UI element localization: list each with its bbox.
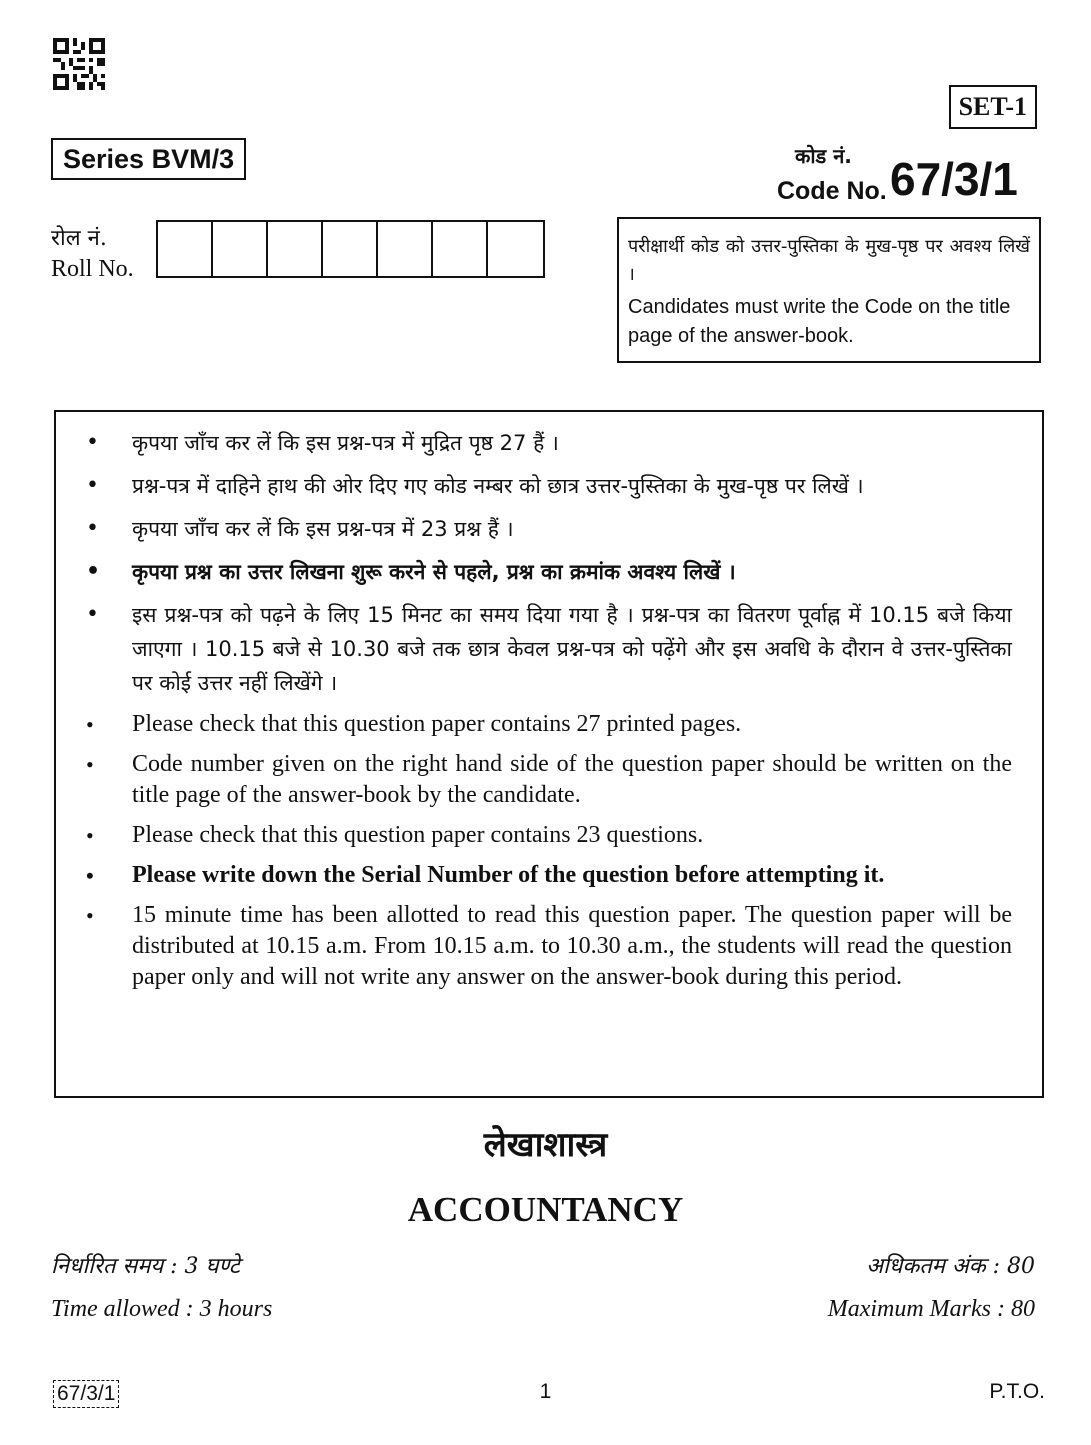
- qr-code-icon: [53, 38, 105, 90]
- code-value: 67/3/1: [890, 153, 1018, 205]
- bullet-icon: •: [86, 752, 94, 777]
- instruction-item: [86, 598, 1012, 700]
- bullet-icon: •: [86, 602, 99, 627]
- instruction-item: [86, 512, 1012, 546]
- maximum-marks: Maximum Marks : 80: [827, 1296, 1035, 1322]
- roll-number-cell[interactable]: [158, 222, 213, 276]
- instruction-text: Please write down the Serial Number of the question before attempting it.: [132, 862, 885, 888]
- subject-title: ACCOUNTANCY: [407, 1190, 684, 1229]
- code-notice-english: Candidates must write the Code on the title page of the answer-book.: [628, 296, 1011, 347]
- instruction-text: कृपया जाँच कर लें कि इस प्रश्न-पत्र में 23 प्रश्न हैं ।: [132, 517, 514, 541]
- roll-number-cell[interactable]: [378, 222, 433, 276]
- page-number: 1: [539, 1380, 552, 1403]
- bullet-icon: •: [86, 863, 94, 888]
- instruction-item: [86, 749, 1012, 811]
- time-allowed-hindi: निर्धारित समय : 3 घण्टे: [51, 1254, 240, 1279]
- set-label: SET-1: [949, 85, 1037, 129]
- subject-title-hindi: लेखाशास्त्र: [483, 1125, 608, 1165]
- instruction-text: इस प्रश्न-पत्र को पढ़ने के लिए 15 मिनट का समय दिया गया है । प्रश्न-पत्र का वितरण पूर्वाह्न में 10.15 बजे किया जाएगा । 10.15 बजे से 10.30 बजे तक छात्र केवल प्रश्न-पत्र को पढ़ेंगे और इस अवधि के दौरान वे उत्तर-पुस्तिका पर कोई उत्तर नहीं लिखेंगे ।: [132, 603, 1012, 695]
- code-notice-hindi: परीक्षार्थी कोड को उत्तर-पुस्तिका के मुख-पृष्ठ पर अवश्य लिखें ।: [628, 236, 1030, 285]
- code-notice-box: [617, 217, 1041, 363]
- time-allowed: Time allowed : 3 hours: [51, 1296, 273, 1322]
- instruction-item: [86, 709, 1012, 740]
- instruction-text: कृपया जाँच कर लें कि इस प्रश्न-पत्र में मुद्रित पृष्ठ 27 हैं ।: [132, 431, 559, 455]
- roll-number-cell[interactable]: [268, 222, 323, 276]
- roll-number-cell[interactable]: [323, 222, 378, 276]
- pto-label: P.T.O.: [989, 1380, 1045, 1403]
- roll-number-cell[interactable]: [433, 222, 488, 276]
- footer-code: 67/3/1: [53, 1380, 119, 1408]
- series-label: Series BVM/3: [51, 138, 246, 180]
- bullet-icon: •: [86, 430, 99, 455]
- roll-label: Roll No.: [51, 256, 134, 282]
- instructions-list: [86, 426, 1012, 993]
- instruction-item: [86, 820, 1012, 851]
- roll-number-cell[interactable]: [213, 222, 268, 276]
- instruction-text: कृपया प्रश्न का उत्तर लिखना शुरू करने से पहले, प्रश्न का क्रमांक अवश्य लिखें ।: [132, 560, 736, 584]
- roll-number-cell[interactable]: [488, 222, 543, 276]
- instruction-item: [86, 555, 1012, 589]
- code-label-hindi: कोड नं.: [795, 144, 852, 168]
- instruction-text: 15 minute time has been allotted to read this question paper. The question paper will be distributed at 10.15 a.m. From 10.15 a.m. to 10.30 a.m., the students will read the question paper only and will not write any answer on the answer-book during this period.: [132, 902, 1012, 990]
- instruction-item: [86, 860, 1012, 891]
- instruction-text: प्रश्न-पत्र में दाहिने हाथ की ओर दिए गए कोड नम्बर को छात्र उत्तर-पुस्तिका के मुख-पृष्ठ पर लिखें ।: [132, 474, 864, 498]
- instruction-item: [86, 900, 1012, 993]
- bullet-icon: •: [86, 559, 101, 584]
- instructions-box: [54, 410, 1044, 1098]
- bullet-icon: •: [86, 712, 94, 737]
- instruction-text: Please check that this question paper contains 27 printed pages.: [132, 711, 742, 737]
- maximum-marks-hindi: अधिकतम अंक : 80: [866, 1254, 1035, 1279]
- bullet-icon: •: [86, 516, 99, 541]
- instruction-item: [86, 469, 1012, 503]
- bullet-icon: •: [86, 473, 99, 498]
- roll-label-hindi: रोल नं.: [51, 226, 107, 251]
- roll-number-boxes[interactable]: [156, 220, 545, 278]
- code-label: Code No.: [777, 177, 887, 205]
- instruction-text: Please check that this question paper contains 23 questions.: [132, 822, 704, 848]
- bullet-icon: •: [86, 903, 94, 928]
- bullet-icon: •: [86, 823, 94, 848]
- instruction-item: [86, 426, 1012, 460]
- instruction-text: Code number given on the right hand side of the question paper should be written on the title page of the answer-book by the candidate.: [132, 751, 1012, 808]
